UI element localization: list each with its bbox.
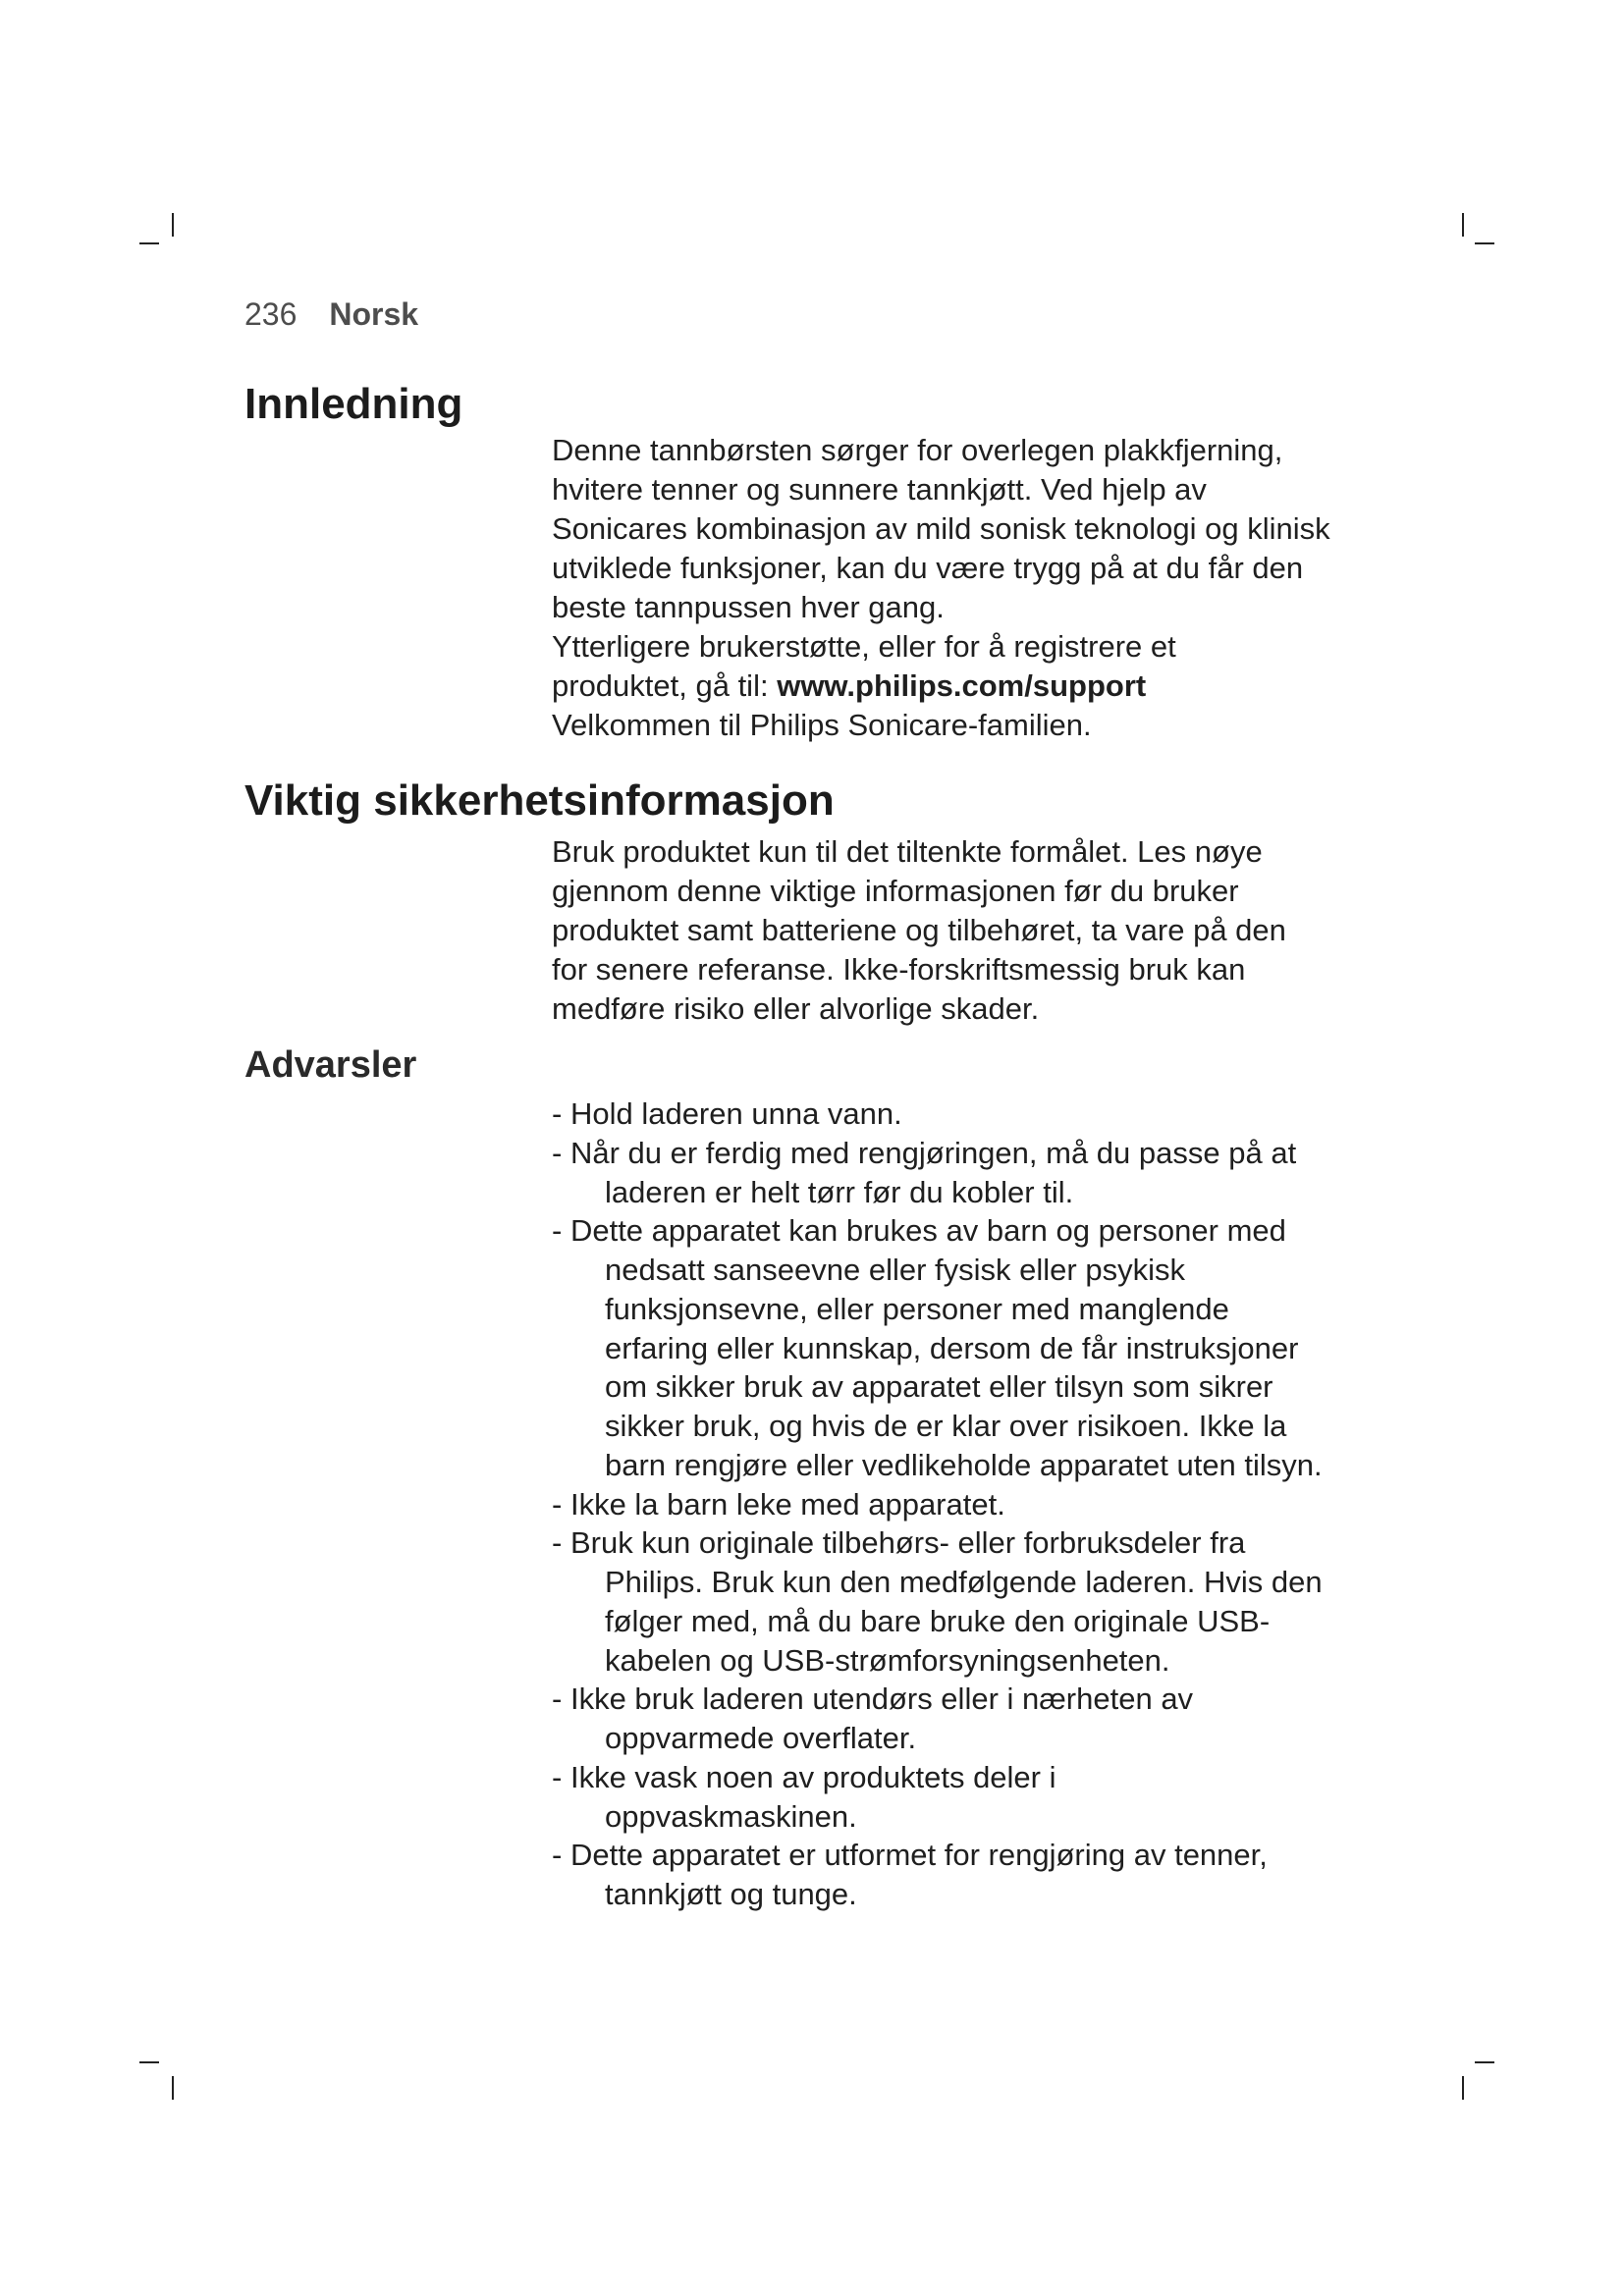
list-marker: - xyxy=(552,1759,563,1794)
crop-mark-bottom-left-horizontal xyxy=(139,2061,159,2063)
paragraph-line: Velkommen til Philips Sonicare-familien. xyxy=(552,708,1092,742)
list-item xyxy=(552,1134,1323,1212)
list-item-text: Ikke vask noen av produktets deler i xyxy=(569,1759,1056,1794)
section-heading-introduction: Innledning xyxy=(244,380,463,428)
list-item xyxy=(552,1211,1323,1484)
list-item-text: Hold laderen unna vann. xyxy=(569,1096,902,1131)
paragraph-line: beste tannpussen hver gang. xyxy=(552,590,945,624)
crop-mark-top-left-vertical xyxy=(172,213,174,237)
paragraph-line: Denne tannbørsten sørger for overlegen plakkfjerning, xyxy=(552,433,1283,467)
paragraph-line: medføre risiko eller alvorlige skader. xyxy=(552,991,1040,1026)
paragraph-line-support xyxy=(552,667,1330,706)
paragraph-line: Bruk produktet kun til det tiltenkte formålet. Les nøye xyxy=(552,834,1263,869)
list-item-line: laderen er helt tørr før du kobler til. xyxy=(605,1174,1074,1209)
crop-mark-top-right-horizontal xyxy=(1475,242,1494,244)
list-item-line: Philips. Bruk kun den medfølgende laderen. Hvis den xyxy=(605,1565,1323,1599)
list-item-first-line xyxy=(552,1211,1323,1251)
list-marker: - xyxy=(552,1838,563,1873)
list-item-text: Bruk kun originale tilbehørs- eller forbruksdeler fra xyxy=(569,1525,1246,1561)
warnings-list xyxy=(552,1095,1323,1914)
paragraph-line: produktet samt batteriene og tilbehøret, ta vare på den xyxy=(552,913,1286,947)
list-marker: - xyxy=(552,1525,563,1561)
list-item xyxy=(552,1485,1323,1524)
list-marker: - xyxy=(552,1096,563,1131)
list-item-text: Ikke bruk laderen utendørs eller i nærheten av xyxy=(569,1682,1194,1717)
subheading-warnings: Advarsler xyxy=(244,1044,417,1086)
list-item-line: følger med, må du bare bruke den originale USB- xyxy=(605,1603,1271,1638)
list-item-line: oppvarmede overflater. xyxy=(605,1721,917,1755)
list-marker: - xyxy=(552,1213,563,1249)
list-item xyxy=(552,1095,1323,1134)
support-link[interactable]: www.philips.com/support xyxy=(777,668,1147,703)
crop-mark-bottom-right-vertical xyxy=(1462,2076,1464,2100)
paragraph-line: Ytterligere brukerstøtte, eller for å registrere et xyxy=(552,629,1176,664)
list-item xyxy=(552,1680,1323,1758)
list-item-line: barn rengjøre eller vedlikeholde apparatet uten tilsyn. xyxy=(605,1447,1323,1482)
page-number: 236 xyxy=(244,296,298,332)
list-item-line: erfaring eller kunnskap, dersom de får instruksjoner xyxy=(605,1330,1299,1365)
list-item-text: Når du er ferdig med rengjøringen, må du passe på at xyxy=(569,1135,1297,1170)
list-marker: - xyxy=(552,1486,563,1522)
list-marker: - xyxy=(552,1135,563,1170)
list-item-first-line xyxy=(552,1485,1323,1524)
intro-paragraph xyxy=(552,431,1330,745)
list-item-line: funksjonsevne, eller personer med manglende xyxy=(605,1291,1229,1326)
crop-mark-top-right-vertical xyxy=(1462,213,1464,237)
list-item-first-line xyxy=(552,1134,1323,1173)
paragraph-line: for senere referanse. Ikke-forskriftsmessig bruk kan xyxy=(552,952,1246,987)
list-item-first-line xyxy=(552,1523,1323,1563)
running-head xyxy=(244,294,418,334)
section-heading-safety: Viktig sikkerhetsinformasjon xyxy=(244,776,835,825)
paragraph-line: hvitere tenner og sunnere tannkjøtt. Ved hjelp av xyxy=(552,472,1207,507)
list-item-text: Dette apparatet er utformet for rengjøring av tenner, xyxy=(569,1838,1268,1873)
crop-mark-top-left-horizontal xyxy=(139,242,159,244)
list-item-line: oppvaskmaskinen. xyxy=(605,1798,857,1834)
list-item-first-line xyxy=(552,1758,1323,1797)
paragraph-line: utviklede funksjoner, kan du være trygg på at du får den xyxy=(552,551,1304,585)
list-item xyxy=(552,1523,1323,1680)
list-item-line: nedsatt sanseevne eller fysisk eller psykisk xyxy=(605,1253,1185,1287)
list-item-text: Dette apparatet kan brukes av barn og personer med xyxy=(569,1213,1286,1249)
list-item-first-line xyxy=(552,1095,1323,1134)
list-item-line: tannkjøtt og tunge. xyxy=(605,1877,857,1911)
list-item-line: om sikker bruk av apparatet eller tilsyn som sikrer xyxy=(605,1369,1273,1405)
paragraph-line: Sonicares kombinasjon av mild sonisk teknologi og klinisk xyxy=(552,511,1330,546)
safety-paragraph xyxy=(552,832,1286,1029)
crop-mark-bottom-right-horizontal xyxy=(1475,2061,1494,2063)
list-item-line: kabelen og USB-strømforsyningsenheten. xyxy=(605,1642,1170,1678)
section-language: Norsk xyxy=(329,296,419,332)
list-marker: - xyxy=(552,1682,563,1717)
support-prefix: produktet, gå til: xyxy=(552,668,769,703)
list-item xyxy=(552,1836,1323,1914)
paragraph-line: gjennom denne viktige informasjonen før du bruker xyxy=(552,874,1239,908)
list-item-first-line xyxy=(552,1680,1323,1719)
list-item-text: Ikke la barn leke med apparatet. xyxy=(569,1486,1005,1522)
list-item-first-line xyxy=(552,1836,1323,1875)
list-item-line: sikker bruk, og hvis de er klar over risikoen. Ikke la xyxy=(605,1409,1287,1443)
crop-mark-bottom-left-vertical xyxy=(172,2076,174,2100)
list-item xyxy=(552,1758,1323,1837)
